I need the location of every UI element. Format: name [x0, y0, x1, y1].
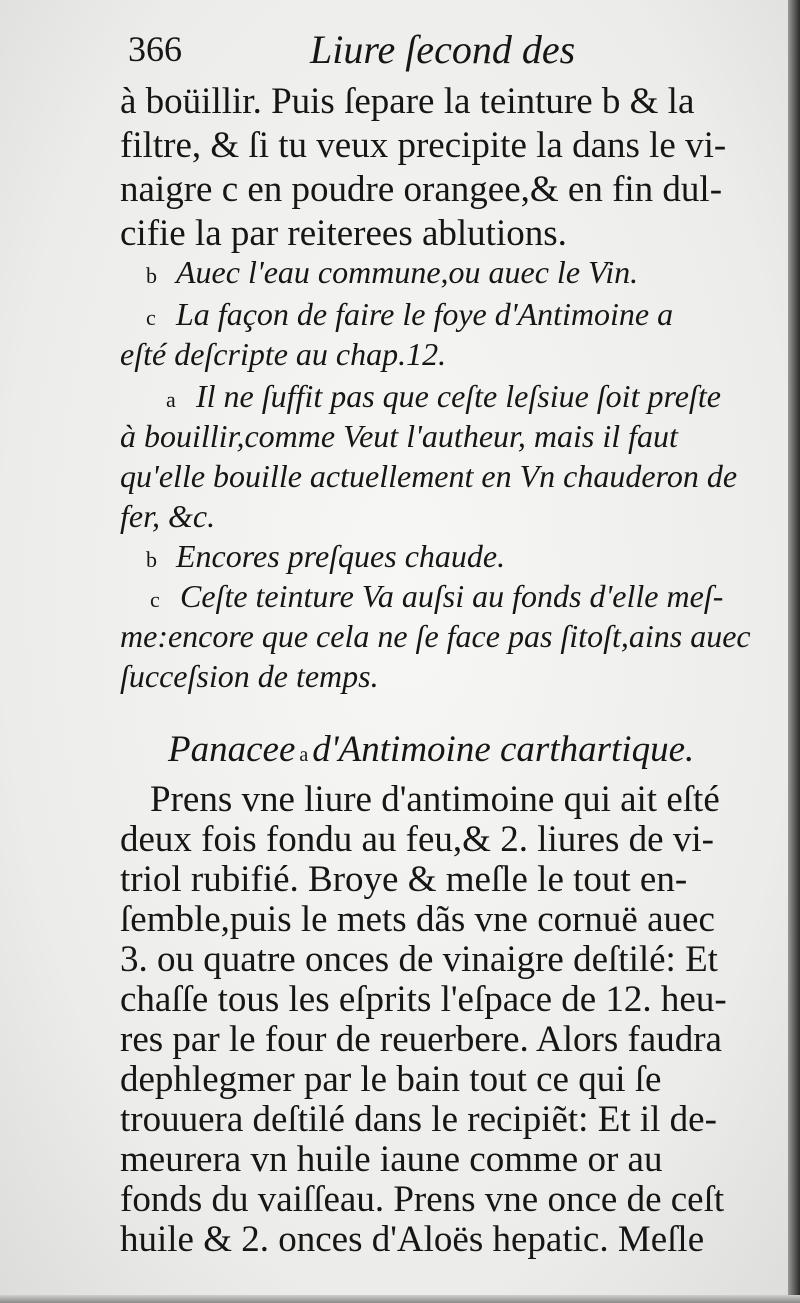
body-line: Prens vne liure d'antimoine qui ait eſté: [150, 779, 720, 820]
section-title-word: Panacee: [168, 729, 296, 770]
body-line: ſemble,puis le mets dãs vne cornuë auec: [120, 899, 715, 940]
note-marker: a: [166, 387, 176, 412]
note-text: Encores preſques chaude.: [176, 538, 506, 574]
text-line: à boüillir. Puis ſepare la teinture b & la: [120, 81, 695, 122]
note-line: [166, 378, 721, 415]
body-line: chaſſe tous les eſprits l'eſpace de 12. heu-: [120, 979, 727, 1020]
body-line: 3. ou quatre onces de vinaigre deſtilé: Et: [120, 939, 718, 980]
page-bottom-edge: [0, 1295, 800, 1303]
body-line: trouuera deſtilé dans le recipiẽt: Et il de-: [120, 1099, 717, 1140]
note-text: Il ne ſuffit pas que ceſte leſsiue ſoit preſte: [196, 378, 721, 414]
body-line: fonds du vaiſſeau. Prens vne once de ceſt: [120, 1179, 725, 1220]
section-title-rest: d'Antimoine carthartique.: [312, 729, 695, 770]
page-edge-shadow: [788, 0, 800, 1303]
note-line: [150, 578, 723, 615]
body-line: res par le four de reuerbere. Alors faudra: [120, 1019, 722, 1060]
note-line: fer, &c.: [120, 498, 216, 534]
note-line: à bouillir,comme Veut l'autheur, mais il faut: [120, 418, 678, 454]
note-marker: b: [146, 547, 157, 572]
page-number: 366: [128, 29, 182, 69]
note-line: me:encore que cela ne ſe face pas ſitoſt,ains auec: [120, 618, 751, 654]
body-line: deux fois fondu au feu,& 2. liures de vi-: [120, 819, 714, 860]
text-line: naigre c en poudre orangee,& en fin dul-: [120, 169, 723, 210]
note-text: La façon de faire le foye d'Antimoine a: [176, 296, 674, 332]
text-line: cifie la par reiterees ablutions.: [120, 213, 567, 254]
title-note-marker: a: [299, 744, 309, 766]
note-line: ſucceſsion de temps.: [120, 658, 379, 694]
body-line: dephlegmer par le bain tout ce qui ſe: [120, 1059, 662, 1100]
section-title: [168, 728, 694, 771]
body-line: huile & 2. onces d'Aloës hepatic. Meſle: [120, 1219, 705, 1260]
note-line: [146, 254, 638, 291]
note-line: [146, 538, 505, 575]
note-marker: c: [146, 305, 156, 330]
running-title: Liure ſecond des: [310, 27, 576, 72]
body-line: triol rubifié. Broye & meſle le tout en-: [120, 859, 688, 900]
note-line: qu'elle bouille actuellement en Vn chauderon de: [120, 458, 738, 494]
note-text: Auec l'eau commune,ou auec le Vin.: [176, 254, 639, 290]
body-line: meurera vn huile iaune comme or au: [120, 1139, 663, 1180]
note-marker: c: [150, 587, 160, 612]
text-line: filtre, & ſi tu veux precipite la dans le vi-: [120, 125, 727, 166]
note-line: eſté deſcripte au chap.12.: [120, 336, 447, 372]
note-text: Ceſte teinture Va auſsi au fonds d'elle meſ-: [180, 578, 724, 614]
note-line: [146, 296, 673, 333]
note-marker: b: [146, 263, 157, 288]
